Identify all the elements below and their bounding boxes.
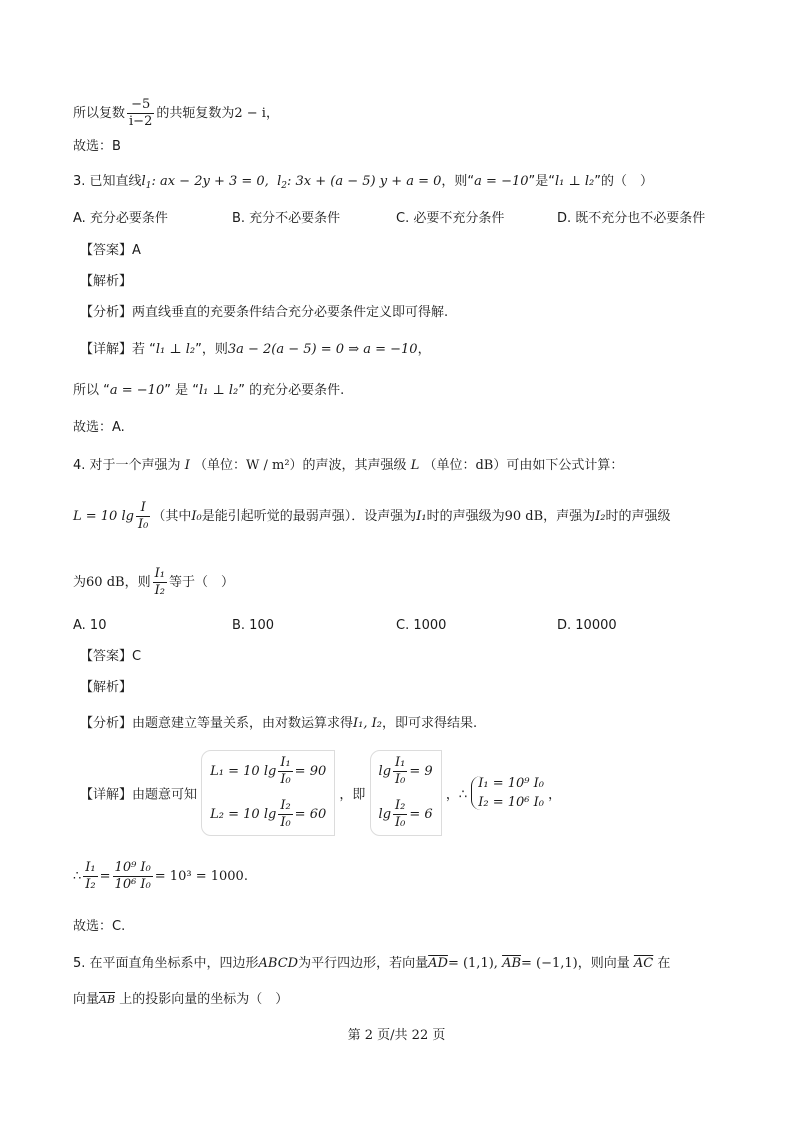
fraction-numerator: I₁	[280, 755, 291, 770]
math: L₁ = 10 lg	[210, 764, 277, 779]
text: 为	[73, 575, 87, 590]
fraction-denominator: I₀	[395, 772, 406, 787]
fraction	[136, 500, 150, 533]
fraction-denominator: I₀	[137, 517, 149, 532]
text: ”是“	[528, 174, 555, 189]
text: 所以 “	[73, 383, 110, 398]
math-vector: $\overline{AD}$	[428, 956, 448, 971]
question-5-stem-end	[73, 990, 288, 1010]
math: = 90	[294, 764, 327, 779]
choose-line: 故选：A.	[73, 420, 125, 435]
option-d: D. 既不充分也不必要条件	[557, 211, 706, 226]
math: L	[410, 458, 420, 473]
math: lg	[378, 807, 392, 822]
text: 向量	[73, 992, 100, 1007]
math: I	[184, 458, 190, 473]
question-3-stem	[73, 172, 653, 196]
fraction-numerator: 10⁹ I₀	[114, 860, 151, 875]
fraction-numerator: I₂	[280, 798, 291, 813]
fraction-denominator: 10⁶ I₀	[114, 877, 151, 892]
option-b: B. 100	[232, 618, 274, 633]
text: 4. 对于一个声强为	[73, 458, 181, 473]
system-row	[210, 798, 326, 831]
text: ，	[417, 342, 431, 357]
text: 3. 已知直线	[73, 174, 142, 189]
equation-system-2	[370, 750, 442, 836]
system-row	[379, 755, 433, 788]
math: 90 dB	[504, 509, 544, 524]
math: = 10³ = 1000	[154, 869, 244, 884]
choose-line: 故选：B	[73, 139, 121, 154]
math-var: l	[141, 174, 146, 189]
question-4-stem	[73, 456, 623, 476]
answer-label: 【答案】A	[80, 243, 141, 258]
math: a = −10	[109, 383, 165, 398]
math: = 9	[409, 764, 433, 779]
option-a: A. 充分必要条件	[73, 211, 168, 226]
math-sub: 1	[145, 181, 152, 191]
fraction-numerator: I₁	[154, 566, 165, 581]
option-d: D. 10000	[557, 618, 617, 633]
text: 在	[657, 956, 671, 971]
detail-systems	[80, 750, 561, 836]
text: （单位：	[193, 458, 246, 473]
text: 【详解】由题意可知	[80, 787, 198, 803]
fraction-denominator: I₀	[280, 815, 291, 830]
text: ”的（ ）	[594, 174, 653, 189]
text: ）的声波，其声强级	[289, 458, 407, 473]
text: （单位：	[423, 458, 476, 473]
math: a = −10	[474, 174, 529, 189]
fraction	[393, 798, 407, 831]
text: 所以复数	[73, 106, 126, 121]
text: 是能引起听觉的最弱声强）．设声强为	[201, 509, 417, 524]
answer-label: 【答案】C	[80, 649, 142, 664]
conclusion-line	[73, 381, 344, 401]
analysis-label: 【解析】	[80, 680, 133, 695]
math: = (−1,1)	[521, 956, 578, 971]
math: = 60	[294, 807, 327, 822]
text: ” 的充分必要条件.	[238, 383, 345, 398]
math: I₂	[595, 509, 606, 524]
system-row: I₁ = 10⁹ I₀	[478, 776, 544, 791]
math: lg	[378, 764, 392, 779]
text: （其中	[152, 509, 192, 524]
text: 等于（ ）	[168, 575, 234, 590]
math	[142, 174, 442, 189]
text: 的共轭复数为	[156, 106, 235, 121]
equation-system-3	[471, 776, 544, 810]
math: ABCD	[258, 956, 299, 971]
fraction	[83, 860, 97, 893]
text: ，∴	[445, 787, 468, 803]
question-5-stem	[73, 954, 670, 974]
fraction	[393, 755, 407, 788]
fraction-denominator: I₀	[280, 772, 291, 787]
math-expr: : ax − 2y + 3 = 0,	[151, 174, 269, 189]
fraction-denominator: I₀	[395, 815, 406, 830]
math: L = 10 lg	[73, 509, 134, 524]
math-expr: : 3x + (a − 5) y + a = 0	[286, 174, 442, 189]
math-vector: $\overline{AB}$	[99, 993, 116, 1006]
text: ，即可求得结果.	[381, 716, 478, 731]
math: L₂ = 10 lg	[210, 807, 277, 822]
text: ，	[265, 106, 279, 121]
fraction	[278, 755, 292, 788]
text: 【详解】若 “	[80, 342, 156, 357]
math: I₁	[416, 509, 427, 524]
text: ）可由如下公式计算：	[493, 458, 624, 473]
text: .	[243, 869, 248, 884]
math: = 6	[409, 807, 433, 822]
text: ，即	[339, 787, 366, 803]
text: 5. 在平面直角坐标系中，四边形	[73, 956, 259, 971]
option-a: A. 10	[73, 618, 107, 633]
text: ，声强为	[543, 509, 596, 524]
math: dB	[475, 458, 494, 473]
math-var: l	[277, 174, 282, 189]
math-vector: $\overline{AC}$	[633, 956, 654, 971]
page-footer: 第 2 页/共 22 页	[347, 1028, 446, 1043]
system-row	[210, 755, 326, 788]
equation-system-1	[201, 750, 335, 836]
fraction-numerator: I	[136, 500, 150, 517]
fraction-numerator: I₁	[395, 755, 406, 770]
math: l₁ ⊥ l₂	[155, 342, 196, 357]
text: 上的投影向量的坐标为（ ）	[119, 992, 289, 1007]
detail-line	[80, 340, 431, 360]
choose-line: 故选：C.	[73, 919, 126, 934]
math: W / m²	[245, 458, 290, 473]
fraction-denominator: i−2	[129, 114, 153, 129]
system-row: I₂ = 10⁶ I₀	[478, 795, 544, 810]
math: 60 dB	[86, 575, 125, 590]
fraction	[153, 566, 167, 599]
math: I₁, I₂	[353, 716, 382, 731]
math: I₀	[191, 509, 202, 524]
text: 为平行四边形，若向量	[298, 956, 429, 971]
text: 【分析】由题意建立等量关系，由对数运算求得	[80, 716, 354, 731]
fraction-numerator: I₁	[85, 860, 96, 875]
math-sub: 2	[281, 181, 287, 191]
fraction	[278, 798, 292, 831]
fraction-numerator: I₂	[395, 798, 406, 813]
math: l₁ ⊥ l₂	[198, 383, 239, 398]
fraction-denominator: I₂	[154, 583, 165, 598]
fraction	[113, 860, 153, 893]
math: l₁ ⊥ l₂	[554, 174, 595, 189]
text: ，则向量	[577, 956, 630, 971]
math: =	[99, 869, 111, 884]
math: = (1,1),	[447, 956, 498, 971]
final-equation	[73, 860, 248, 893]
formula-line	[73, 500, 671, 533]
math: 2 − i	[234, 106, 266, 121]
text: ，	[548, 787, 562, 803]
option-c: C. 必要不充分条件	[396, 211, 505, 226]
math-vector: $\overline{AB}$	[502, 956, 522, 971]
text: ，则“	[441, 174, 475, 189]
text: ，则	[124, 575, 151, 590]
math: 3a − 2(a − 5) = 0 ⇒ a = −10	[227, 342, 418, 357]
question-4-stem-end	[73, 566, 234, 599]
math: ∴	[73, 869, 82, 884]
system-row	[379, 798, 433, 831]
option-c: C. 1000	[396, 618, 447, 633]
analysis-text	[80, 714, 477, 734]
fraction-numerator: −5	[127, 97, 154, 114]
text: ”，则	[195, 342, 228, 357]
option-b: B. 充分不必要条件	[232, 211, 341, 226]
fraction-denominator: I₂	[85, 877, 96, 892]
fraction	[127, 97, 154, 130]
text: 时的声强级	[605, 509, 671, 524]
text: ” 是 “	[164, 383, 199, 398]
analysis-text: 【分析】两直线垂直的充要条件结合充分必要条件定义即可得解.	[80, 305, 449, 320]
text: 时的声强级为	[426, 509, 505, 524]
text-line	[73, 97, 279, 130]
analysis-label: 【解析】	[80, 274, 133, 289]
